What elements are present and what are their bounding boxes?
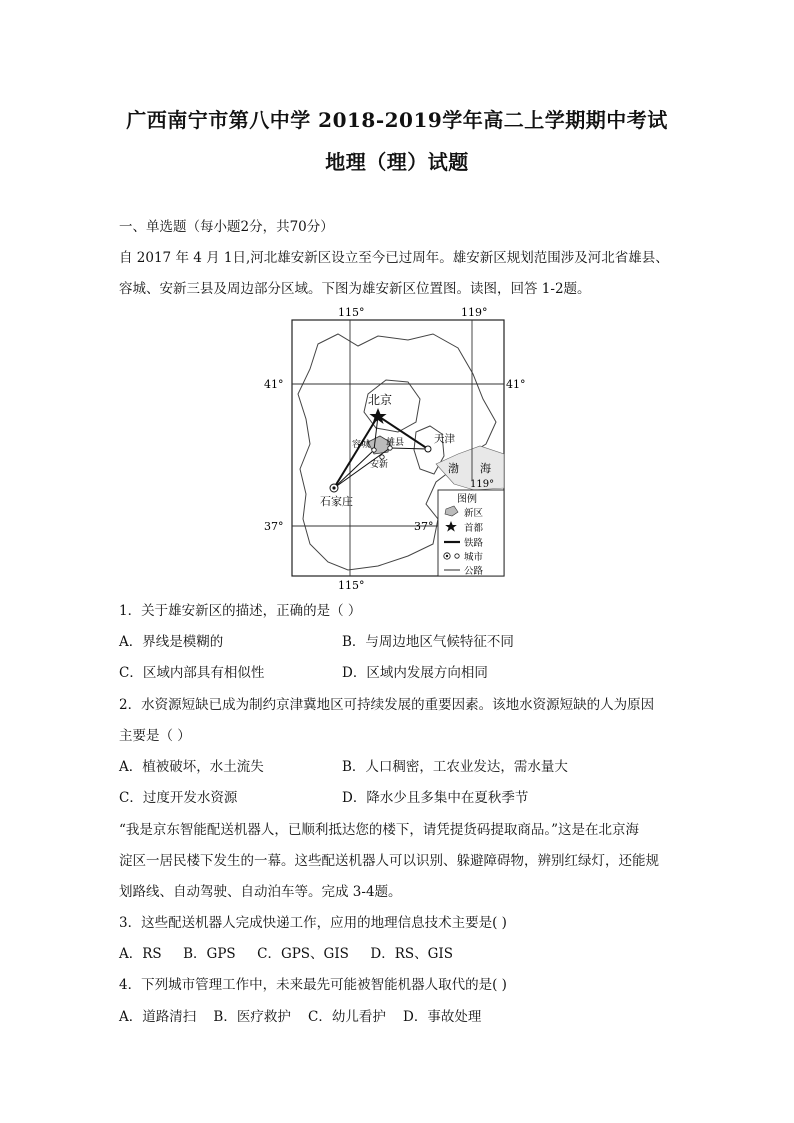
label-lat-37-left: 37° (264, 520, 284, 533)
exam-title-line1: 广西南宁市第八中学 2018-2019学年高二上学期期中考试 (126, 108, 668, 132)
legend-newarea: 新区 (464, 508, 484, 519)
passage1-line2: 容城、安新三县及周边部分区域。下图为雄安新区位置图。读图，回答 1-2题。 (119, 281, 591, 297)
label-lat-41-right: 41° (506, 378, 526, 391)
legend-railway: 铁路 (464, 538, 484, 549)
passage1-line1: 自 2017 年 4 月 1日,河北雄安新区设立至今已过周年。雄安新区规划范围涉及河北省雄县、 (119, 250, 669, 266)
label-beijing: 北京 (368, 393, 393, 407)
q2-option-c: C．过度开发水资源 (119, 790, 238, 806)
label-lon-119-top: 119° (461, 306, 488, 319)
county-anxin-icon (380, 455, 384, 459)
label-lon-115-top: 115° (338, 306, 365, 319)
q2-stem-line1: 2．水资源短缺已成为制约京津冀地区可持续发展的重要因素。该地水资源短缺的人为原因 (119, 697, 655, 713)
q1-stem: 1．关于雄安新区的描述，正确的是（ ） (119, 603, 362, 619)
legend-title: 图例 (457, 494, 477, 505)
label-shijiazhuang: 石家庄 (320, 495, 353, 508)
label-bohai-1: 渤 (448, 462, 459, 475)
q3-stem: 3．这些配送机器人完成快递工作，应用的地理信息技术主要是( ) (119, 915, 507, 931)
label-xiongxian: 雄县 (386, 438, 405, 448)
label-lat-37-right: 37° (414, 520, 434, 533)
passage2-line2: 淀区一居民楼下发生的一幕。这些配送机器人可以识别、躲避障碍物，辨别红绿灯，还能规 (119, 853, 659, 869)
passage2-line1: “我是京东智能配送机器人，已顺利抵达您的楼下，请凭提货码提取商品。”这是在北京海 (119, 822, 640, 838)
legend-city: 城市 (464, 552, 484, 563)
label-lon-115-bottom: 115° (338, 579, 365, 592)
county-rongcheng-icon (372, 448, 376, 452)
city-tianjin-icon (425, 446, 431, 452)
q1-option-b: B．与周边地区气候特征不同 (342, 634, 514, 650)
legend-highway: 公路 (464, 566, 484, 577)
label-lon-119-inner: 119° (470, 479, 495, 490)
label-lat-41-left: 41° (264, 378, 284, 391)
map-figure (258, 304, 530, 596)
q1-option-d: D．区域内发展方向相同 (342, 665, 488, 681)
q2-option-a: A．植被破坏，水土流失 (119, 759, 264, 775)
xiongan-location-map (258, 304, 530, 596)
label-bohai-2: 海 (480, 462, 491, 475)
q2-option-d: D．降水少且多集中在夏秋季节 (342, 790, 529, 806)
q4-options: A．道路清扫 B．医疗救护 C．幼儿看护 D．事故处理 (119, 1009, 482, 1025)
label-anxin: 安新 (370, 460, 389, 470)
q4-stem: 4．下列城市管理工作中，未来最先可能被智能机器人取代的是( ) (119, 977, 507, 993)
q1-option-c: C．区域内部具有相似性 (119, 665, 265, 681)
label-tianjin: 天津 (434, 433, 455, 445)
exam-title-line2: 地理（理）试题 (325, 150, 469, 174)
q3-options: A．RS B．GPS C．GPS、GIS D．RS、GIS (119, 946, 453, 962)
q2-stem-line2: 主要是（ ） (119, 728, 191, 744)
q2-option-b: B．人口稠密，工农业发达，需水量大 (342, 759, 568, 775)
passage2-line3: 划路线、自动驾驶、自动泊车等。完成 3-4题。 (119, 884, 402, 900)
legend-capital: 首都 (464, 523, 484, 534)
section-heading: 一、单选题（每小题2分，共70分） (119, 219, 334, 235)
q1-option-a: A．界线是模糊的 (119, 634, 224, 650)
label-rongcheng: 容城 (352, 440, 371, 450)
map-legend (438, 490, 504, 577)
